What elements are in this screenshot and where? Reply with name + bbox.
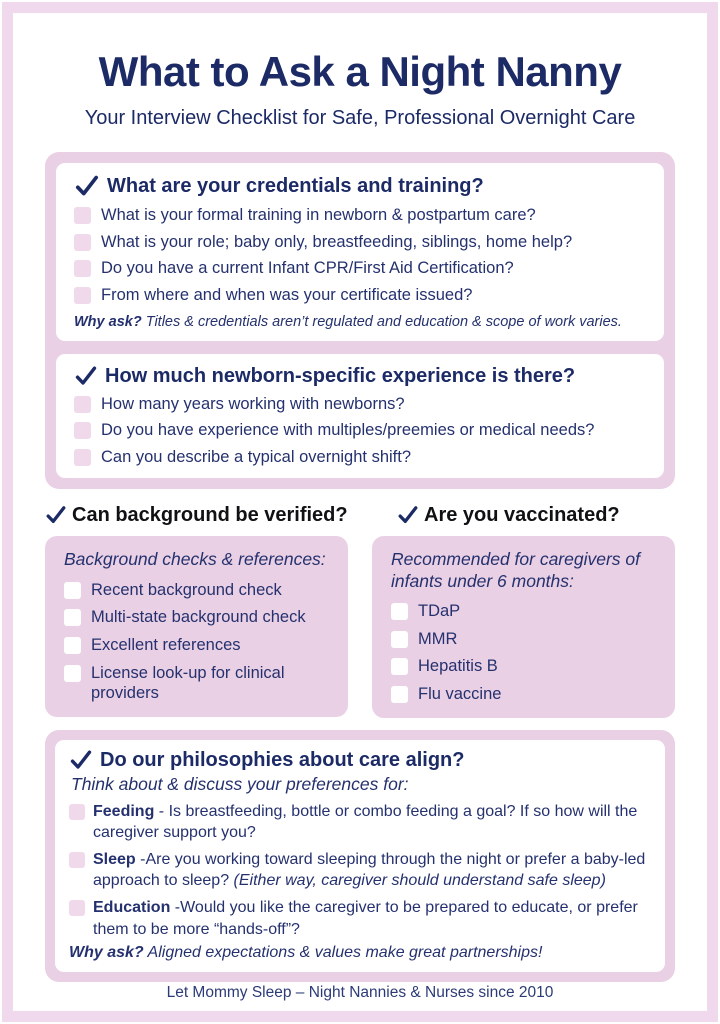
checklist-item bbox=[74, 447, 646, 468]
vaccines-heading-row bbox=[372, 503, 675, 527]
checkbox[interactable] bbox=[64, 582, 81, 599]
item-text: - Is breastfeeding, bottle or combo feeding a goal? If so how will the caregiver support you? bbox=[93, 803, 638, 842]
checklist-item bbox=[391, 601, 661, 622]
checkbox[interactable] bbox=[391, 686, 408, 703]
checklist-item-label: Hepatitis B bbox=[418, 657, 498, 676]
checklist-item-label bbox=[93, 801, 649, 843]
checkbox[interactable] bbox=[64, 637, 81, 654]
vaccines-heading: Are you vaccinated? bbox=[424, 504, 620, 527]
checkbox[interactable] bbox=[74, 234, 91, 251]
checkbox[interactable] bbox=[74, 207, 91, 224]
checkbox[interactable] bbox=[69, 900, 85, 916]
checklist-item bbox=[64, 580, 334, 601]
checklist-item bbox=[391, 684, 661, 705]
vaccines-column bbox=[372, 503, 675, 717]
checklist-item-label: Do you have a current Infant CPR/First Aid Certification? bbox=[101, 259, 514, 278]
check-icon bbox=[69, 748, 93, 772]
background-panel bbox=[45, 536, 348, 716]
background-column bbox=[45, 503, 348, 717]
checklist-item-label: License look-up for clinical providers bbox=[91, 663, 285, 703]
checkbox[interactable] bbox=[74, 287, 91, 304]
why-ask-label: Why ask? bbox=[74, 313, 142, 330]
checkbox[interactable] bbox=[74, 449, 91, 466]
top-panel bbox=[45, 152, 675, 489]
checklist-item-label: Multi-state background check bbox=[91, 608, 306, 627]
checkbox[interactable] bbox=[74, 422, 91, 439]
checkbox[interactable] bbox=[74, 260, 91, 277]
checklist-item bbox=[74, 285, 646, 306]
checklist-item-label: Flu vaccine bbox=[418, 685, 502, 704]
checklist-item bbox=[74, 205, 646, 226]
checklist-item-label bbox=[93, 849, 649, 891]
checkbox[interactable] bbox=[391, 603, 408, 620]
item-text: -Would you like the caregiver to be prepared to educate, or prefer them to be more “hands-off”? bbox=[93, 899, 638, 938]
vaccines-panel bbox=[372, 536, 675, 717]
experience-heading: How much newborn-specific experience is there? bbox=[105, 364, 576, 387]
checklist-item bbox=[74, 232, 646, 253]
check-icon bbox=[397, 504, 419, 526]
experience-card bbox=[56, 354, 664, 479]
credentials-card bbox=[56, 163, 664, 341]
checklist-item-label: MMR bbox=[418, 629, 458, 648]
item-term: Feeding bbox=[93, 803, 155, 820]
why-ask-note bbox=[69, 944, 649, 962]
checklist-item bbox=[69, 897, 649, 939]
item-text: -Are you working toward sleeping through the night or prefer a baby-led approach to sleep? bbox=[93, 851, 646, 890]
checklist-item-label: Can you describe a typical overnight shift? bbox=[101, 447, 412, 466]
philosophies-panel bbox=[45, 730, 675, 982]
why-ask-text: Aligned expectations & values make great partnerships! bbox=[147, 943, 543, 961]
background-intro: Background checks & references: bbox=[64, 549, 326, 570]
checklist-item-label: How many years working with newborns? bbox=[101, 394, 405, 413]
credentials-heading-row bbox=[74, 173, 646, 199]
footer-tagline: Let Mommy Sleep – Night Nannies & Nurses since 2010 bbox=[166, 984, 554, 1001]
checkbox[interactable] bbox=[64, 665, 81, 682]
check-icon bbox=[45, 504, 67, 526]
checklist-item bbox=[64, 635, 334, 656]
background-heading: Can background be verified? bbox=[72, 504, 348, 527]
credentials-heading: What are your credentials and training? bbox=[107, 175, 484, 198]
checkbox[interactable] bbox=[69, 804, 85, 820]
checkbox[interactable] bbox=[391, 631, 408, 648]
philosophies-intro: Think about & discuss your preferences for: bbox=[71, 773, 409, 794]
checklist-item-label: TDaP bbox=[418, 602, 461, 621]
philosophies-card bbox=[55, 740, 665, 972]
checklist-item bbox=[74, 394, 646, 415]
checklist-item bbox=[74, 420, 646, 441]
checklist-item bbox=[391, 629, 661, 650]
checklist-item bbox=[69, 849, 649, 891]
checklist-item-label: Recent background check bbox=[91, 580, 282, 599]
checklist-item-label: Do you have experience with multiples/preemies or medical needs? bbox=[101, 421, 595, 440]
item-term: Education bbox=[93, 899, 171, 917]
checklist-item bbox=[69, 801, 649, 843]
checklist-item-label bbox=[93, 897, 649, 939]
experience-heading-row bbox=[74, 364, 646, 388]
check-icon bbox=[74, 173, 100, 199]
checklist-item-label: What is your role; baby only, breastfeeding, siblings, home help? bbox=[101, 232, 573, 251]
item-note: (Either way, caregiver should understand safe sleep) bbox=[233, 872, 606, 890]
page-subtitle: Your Interview Checklist for Safe, Professional Overnight Care bbox=[84, 107, 636, 130]
checklist-item-label: What is your formal training in newborn & postpartum care? bbox=[101, 206, 536, 225]
checklist-item-label: Excellent references bbox=[91, 636, 241, 655]
vaccines-intro: Recommended for caregivers of infants under 6 months: bbox=[391, 549, 640, 591]
checkbox[interactable] bbox=[69, 852, 85, 868]
philosophies-heading-row bbox=[69, 748, 649, 772]
why-ask-label: Why ask? bbox=[69, 943, 144, 961]
checkbox[interactable] bbox=[64, 609, 81, 626]
two-column-section bbox=[45, 503, 675, 717]
item-term: Sleep bbox=[93, 851, 136, 869]
page-title: What to Ask a Night Nanny bbox=[98, 48, 622, 95]
checkbox[interactable] bbox=[74, 396, 91, 413]
checklist-item bbox=[391, 656, 661, 677]
why-ask-text: Titles & credentials aren’t regulated and education & scope of work varies. bbox=[145, 313, 622, 330]
background-heading-row bbox=[45, 503, 348, 527]
why-ask-note bbox=[74, 314, 646, 330]
checkbox[interactable] bbox=[391, 658, 408, 675]
check-icon bbox=[74, 364, 98, 388]
checklist-item-label: From where and when was your certificate issued? bbox=[101, 285, 473, 304]
checklist-item bbox=[64, 663, 334, 704]
checklist-item bbox=[74, 258, 646, 279]
checklist-item bbox=[64, 607, 334, 628]
philosophies-heading: Do our philosophies about care align? bbox=[100, 748, 465, 771]
